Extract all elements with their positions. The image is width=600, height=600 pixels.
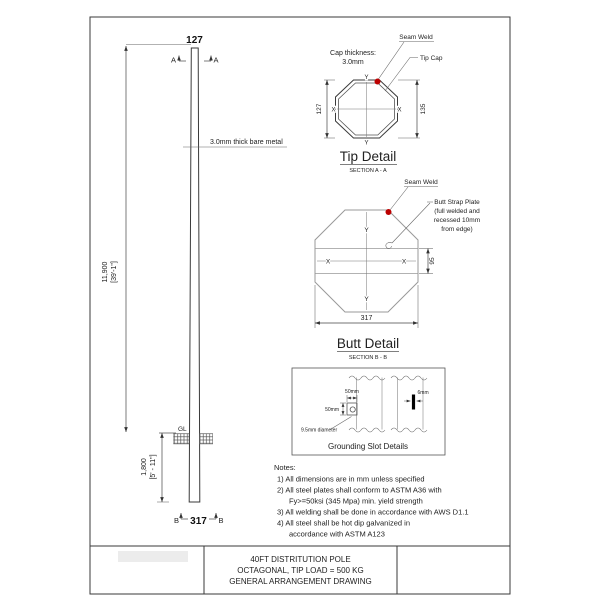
break-line [349,428,385,432]
embed-ft: [5' - 11"] [150,454,157,480]
title-line-1: 40FT DISTRITUTION POLE [250,555,351,564]
strap-leader-hook [386,242,392,248]
grounding-slot-width-dim [404,390,429,401]
ground-label: GL [178,426,187,433]
butt-seam-weld-callout [386,179,439,215]
butt-axis-x-right: X [401,258,407,266]
svg-text:6mm: 6mm [417,390,429,396]
pole-tip-width-label: 127 [186,35,203,46]
tip-axis-y-bottom: Y [364,140,369,147]
note-4: 4) All steel shall be hot dip galvanized in [277,518,411,528]
embedment-dimension [141,433,169,502]
svg-text:from edge): from edge) [441,226,473,233]
note-2: 2) All steel plates shall conform to ASTM A36 with [277,485,442,495]
svg-text:95: 95 [429,257,436,265]
ground-hatch-right [200,434,213,445]
notes-block [274,463,469,539]
pole-shaft [189,48,200,502]
tip-axis-y-top: Y [364,75,369,81]
section-b-label-right: B [218,516,224,525]
grounding-slot-details [292,368,445,455]
title-line-2: OCTAGONAL, TIP LOAD = 500 KG [237,566,364,575]
break-line [349,376,385,380]
tip-dim-overall [398,80,427,138]
note-4-cont: accordance with ASTM A123 [289,529,385,539]
pole-butt-width-label: 317 [190,516,207,527]
ground-hatch-left [174,434,190,445]
butt-detail [315,179,480,361]
butt-detail-title: Butt Detail [336,336,400,351]
section-a-label-left: A [170,55,176,65]
cap-thickness-note-1: Cap thickness: [330,50,376,57]
break-line [391,376,427,380]
grounding-width-dim [345,389,359,402]
butt-axis-y-top: Y [364,227,369,234]
grounding-hole [350,407,355,412]
ground-line [159,426,213,444]
tip-axis-x-left: X [331,107,336,114]
svg-text:9.5mm diameter: 9.5mm diameter [301,427,338,434]
butt-detail-section: SECTION B - B [348,355,388,361]
butt-seam-weld-dot [386,209,392,215]
notes-heading: Notes: [274,463,296,472]
embed-mm: 1,800 [141,458,148,476]
break-line [391,428,427,432]
tip-cap-callout [385,55,443,91]
svg-text:Tip Cap: Tip Cap [420,55,443,62]
grounding-caption: Grounding Slot Details [327,442,409,451]
svg-text:Butt Strap Plate: Butt Strap Plate [434,199,480,206]
butt-axis-y-bottom: Y [364,296,369,303]
note-2-cont: Fy>=50ksi (345 Mpa) min. yield strength [289,496,423,506]
tip-seam-weld-dot [375,79,381,85]
pole-height-mm: 11,900 [102,261,109,283]
tip-detail-title: Tip Detail [339,149,397,164]
pole-height-ft: [39'-1"] [111,261,118,283]
section-a-marks [171,56,219,65]
svg-text:317: 317 [360,315,373,322]
section-b-marks [174,513,224,527]
svg-text:127: 127 [316,103,323,115]
wall-note-text: 3.0mm thick bare metal [210,139,283,146]
svg-text:50mm: 50mm [325,407,339,413]
svg-text:(full welded and: (full welded and [434,208,480,215]
cap-thickness-note-2: 3.0mm [342,59,364,66]
svg-text:50mm: 50mm [345,389,359,395]
pole-height-dimension [102,45,191,433]
butt-axis-x-left: X [325,258,331,266]
note-1: 1) All dimensions are in mm unless specified [277,474,425,484]
title-line-3: GENERAL ARRANGEMENT DRAWING [229,577,372,586]
butt-strap-dimension [419,249,436,274]
butt-strap-plate-callout [386,199,480,248]
svg-text:135: 135 [420,103,427,115]
svg-text:Seam Weld: Seam Weld [404,179,438,186]
logo-placeholder [118,551,188,562]
note-3: 3) All welding shall be done in accordance with AWS D1.1 [277,507,469,517]
tip-axis-x-right: X [397,107,402,114]
pole-elevation-view [102,35,287,527]
grounding-hole-callout [301,417,352,434]
title-block [229,555,371,586]
svg-text:recessed 10mm: recessed 10mm [433,217,481,224]
tip-detail-section: SECTION A - A [349,168,387,174]
svg-text:Seam Weld: Seam Weld [399,34,433,41]
section-a-label-right: A [213,55,219,65]
grounding-height-dim [325,403,346,415]
tip-detail [316,34,443,174]
section-b-label-left: B [173,516,179,525]
